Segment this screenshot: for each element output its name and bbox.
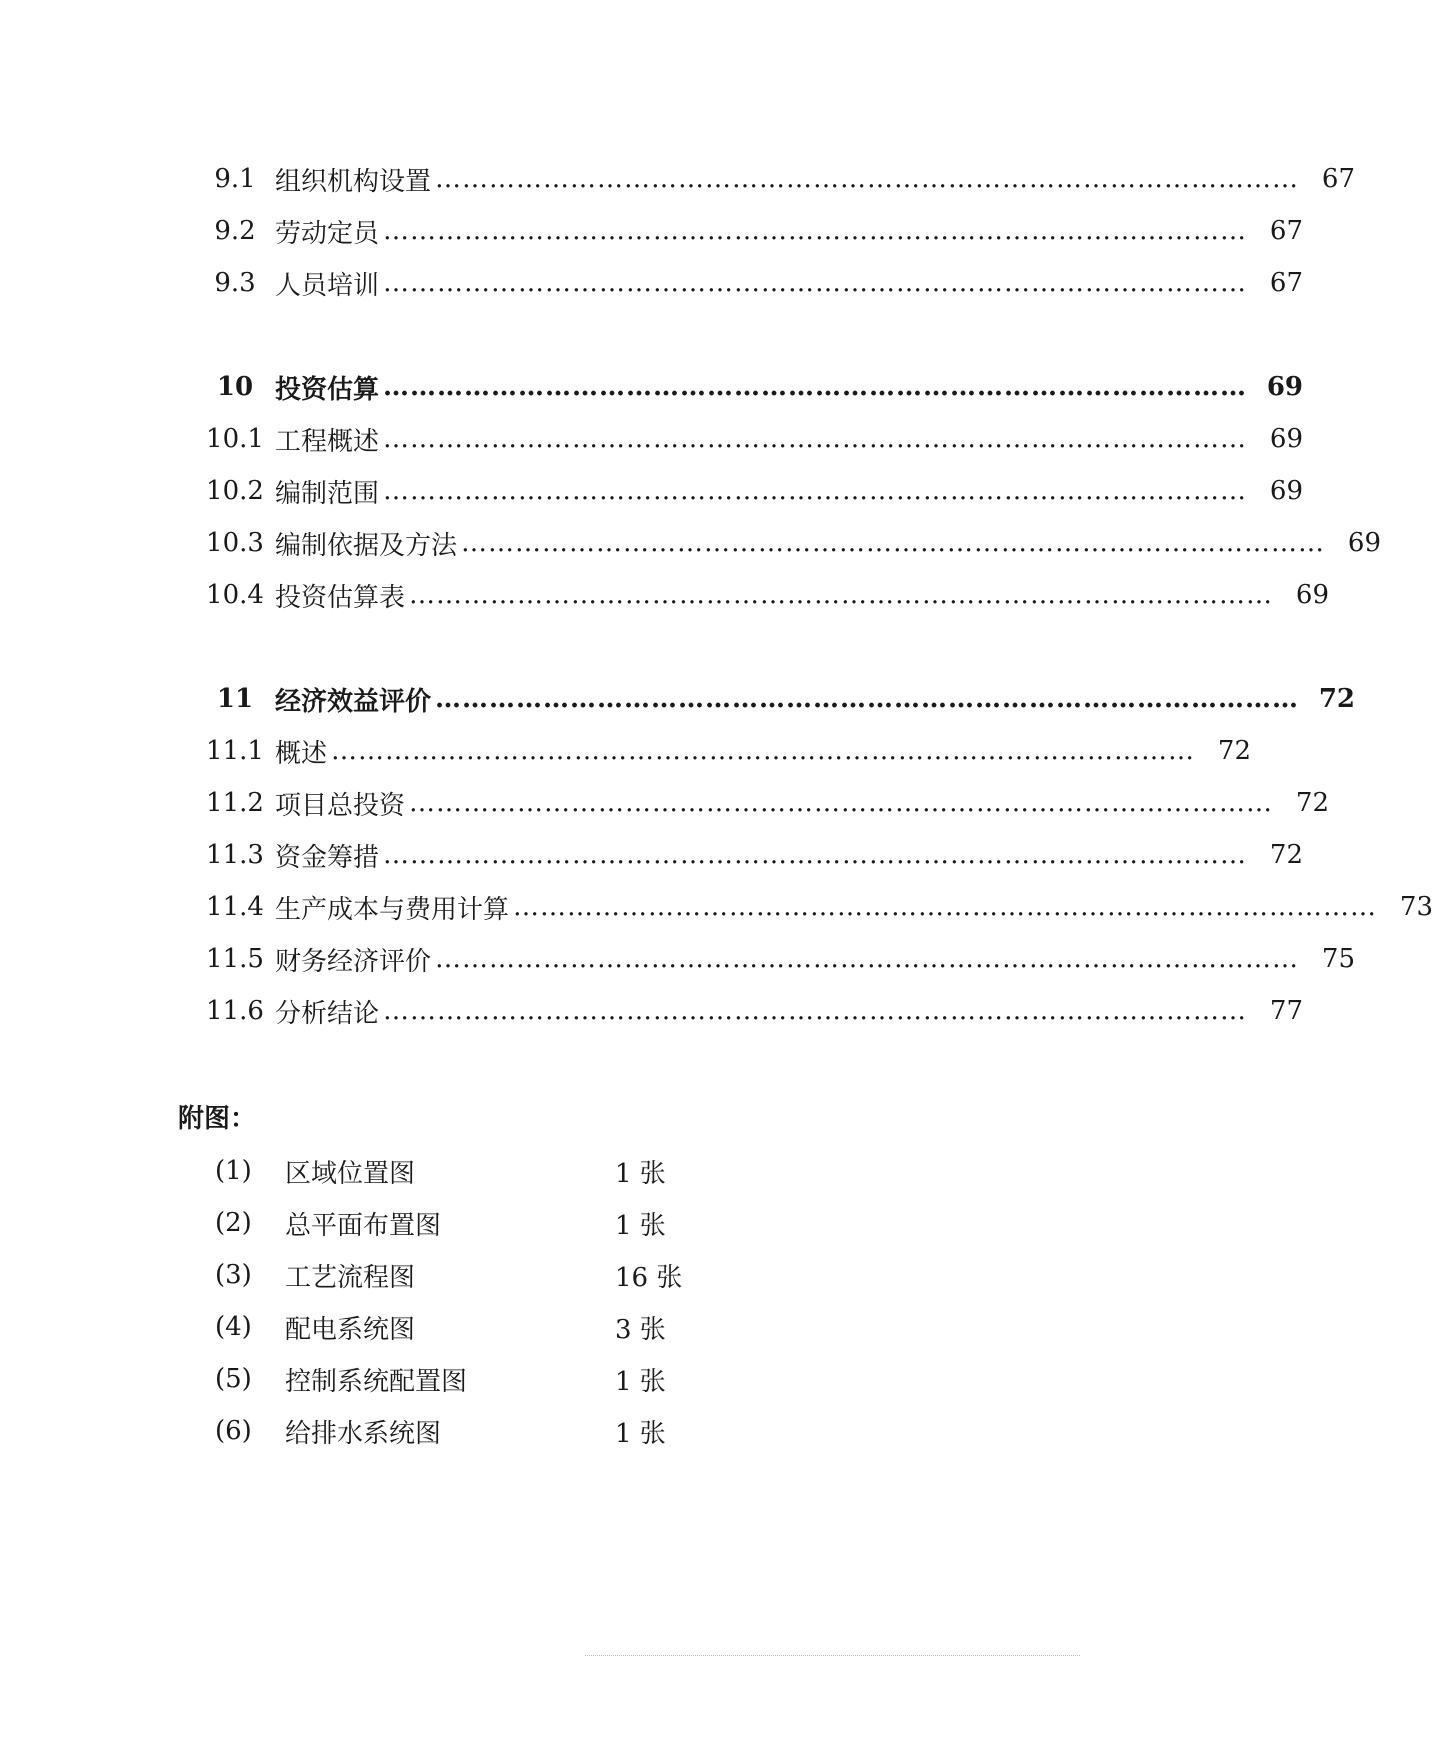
toc-entry-number: 11.1 — [206, 736, 264, 766]
toc-entry-page: 67 — [1269, 216, 1304, 246]
figures-list — [215, 1145, 735, 1457]
figure-count: 1 张 — [615, 1366, 666, 1397]
toc-leader-dots: …………………………………………………………………………………… — [383, 996, 1248, 1026]
toc-leader-dots: …………………………………………………………………………………… — [435, 684, 1300, 714]
section-spacer — [195, 309, 1070, 361]
toc-entry[interactable] — [195, 257, 1304, 309]
figure-count: 1 张 — [615, 1418, 666, 1449]
figure-name: 给排水系统图 — [285, 1418, 442, 1449]
toc-leader-dots: …………………………………………………………………………………… — [383, 840, 1248, 870]
figure-item — [215, 1249, 735, 1301]
figure-name: 控制系统配置图 — [285, 1366, 468, 1397]
toc-entry-title: 投资估算表 — [275, 582, 406, 613]
section-spacer — [195, 621, 1070, 673]
toc-entry-number: 10.2 — [206, 476, 264, 506]
figure-number: (6) — [215, 1416, 252, 1446]
toc-entry[interactable] — [195, 569, 1330, 621]
figure-name: 配电系统图 — [285, 1314, 416, 1345]
toc-entry-page: 69 — [1347, 528, 1382, 558]
figures-heading: 附图： — [178, 1104, 257, 1134]
figure-name: 总平面布置图 — [285, 1210, 442, 1241]
toc-entry-title: 生产成本与费用计算 — [275, 894, 510, 925]
toc-leader-dots: …………………………………………………………………………………… — [383, 268, 1248, 298]
toc-leader-dots: …………………………………………………………………………………… — [383, 476, 1248, 506]
toc-chapter-title: 经济效益评价 — [275, 686, 432, 717]
toc-chapter-entry[interactable] — [195, 361, 1304, 413]
toc-entry-page: 72 — [1269, 840, 1304, 870]
table-of-contents — [195, 153, 1433, 1037]
figure-number: (2) — [215, 1208, 252, 1238]
toc-entry-number: 9.2 — [214, 216, 256, 246]
figure-item — [215, 1197, 735, 1249]
figure-name: 工艺流程图 — [285, 1262, 416, 1293]
toc-leader-dots: …………………………………………………………………………………… — [331, 736, 1196, 766]
toc-entry-number: 11.5 — [206, 944, 264, 974]
toc-leader-dots: …………………………………………………………………………………… — [409, 788, 1274, 818]
figure-count: 16 张 — [615, 1262, 683, 1293]
toc-entry-page: 72 — [1295, 788, 1330, 818]
figure-number: (4) — [215, 1312, 252, 1342]
figure-name: 区域位置图 — [285, 1158, 416, 1189]
toc-leader-dots: …………………………………………………………………………………… — [435, 164, 1300, 194]
footer-divider — [585, 1655, 1080, 1656]
figure-item — [215, 1405, 735, 1457]
toc-entry-title: 资金筹措 — [275, 842, 380, 873]
toc-chapter-entry[interactable] — [195, 673, 1356, 725]
toc-entry-title: 项目总投资 — [275, 790, 406, 821]
toc-entry-title: 分析结论 — [275, 998, 380, 1029]
toc-entry-number: 9.3 — [214, 268, 256, 298]
toc-leader-dots: …………………………………………………………………………………… — [435, 944, 1300, 974]
figure-item — [215, 1145, 735, 1197]
toc-entry-title: 财务经济评价 — [275, 946, 432, 977]
toc-entry[interactable] — [195, 465, 1304, 517]
toc-entry-page: 67 — [1269, 268, 1304, 298]
toc-entry-title: 劳动定员 — [275, 218, 380, 249]
toc-entry[interactable] — [195, 777, 1330, 829]
toc-entry-number: 11.4 — [206, 892, 264, 922]
toc-entry-page: 69 — [1269, 476, 1304, 506]
figure-number: (1) — [215, 1156, 252, 1186]
toc-chapter-page: 72 — [1318, 684, 1356, 714]
toc-entry-page: 69 — [1295, 580, 1330, 610]
toc-entry-number: 10.1 — [206, 424, 264, 454]
toc-chapter-number: 11 — [216, 684, 254, 714]
toc-entry-page: 72 — [1217, 736, 1252, 766]
toc-entry-title: 工程概述 — [275, 426, 380, 457]
toc-entry-title: 编制范围 — [275, 478, 380, 509]
toc-chapter-title: 投资估算 — [275, 374, 380, 405]
toc-entry-page: 69 — [1269, 424, 1304, 454]
toc-entry-page: 77 — [1269, 996, 1304, 1026]
figure-number: (5) — [215, 1364, 252, 1394]
toc-leader-dots: …………………………………………………………………………………… — [409, 580, 1274, 610]
toc-entry-number: 10.3 — [206, 528, 264, 558]
toc-entry-title: 编制依据及方法 — [275, 530, 458, 561]
toc-entry[interactable] — [195, 725, 1252, 777]
toc-leader-dots: …………………………………………………………………………………… — [383, 216, 1248, 246]
toc-entry-number: 11.6 — [206, 996, 264, 1026]
toc-entry-number: 10.4 — [206, 580, 264, 610]
toc-entry[interactable] — [195, 881, 1433, 933]
toc-entry[interactable] — [195, 985, 1304, 1037]
figure-count: 1 张 — [615, 1210, 666, 1241]
figure-count: 1 张 — [615, 1158, 666, 1189]
toc-entry-number: 9.1 — [214, 164, 256, 194]
toc-leader-dots: …………………………………………………………………………………… — [383, 424, 1248, 454]
toc-entry-title: 人员培训 — [275, 270, 380, 301]
toc-entry-page: 75 — [1321, 944, 1356, 974]
toc-entry[interactable] — [195, 153, 1356, 205]
toc-entry[interactable] — [195, 413, 1304, 465]
figure-count: 3 张 — [615, 1314, 666, 1345]
toc-leader-dots: …………………………………………………………………………………… — [513, 892, 1378, 922]
toc-entry-number: 11.2 — [206, 788, 264, 818]
toc-entry-page: 67 — [1321, 164, 1356, 194]
toc-entry-title: 组织机构设置 — [275, 166, 432, 197]
figure-item — [215, 1353, 735, 1405]
toc-entry[interactable] — [195, 205, 1304, 257]
toc-entry[interactable] — [195, 517, 1382, 569]
toc-entry[interactable] — [195, 933, 1356, 985]
toc-leader-dots: …………………………………………………………………………………… — [383, 372, 1248, 402]
toc-entry-number: 11.3 — [206, 840, 264, 870]
toc-leader-dots: …………………………………………………………………………………… — [461, 528, 1326, 558]
toc-entry-title: 概述 — [275, 738, 328, 769]
figure-item — [215, 1301, 735, 1353]
toc-chapter-page: 69 — [1266, 372, 1304, 402]
toc-entry[interactable] — [195, 829, 1304, 881]
figure-number: (3) — [215, 1260, 252, 1290]
toc-entry-page: 73 — [1399, 892, 1433, 922]
toc-chapter-number: 10 — [216, 372, 254, 402]
